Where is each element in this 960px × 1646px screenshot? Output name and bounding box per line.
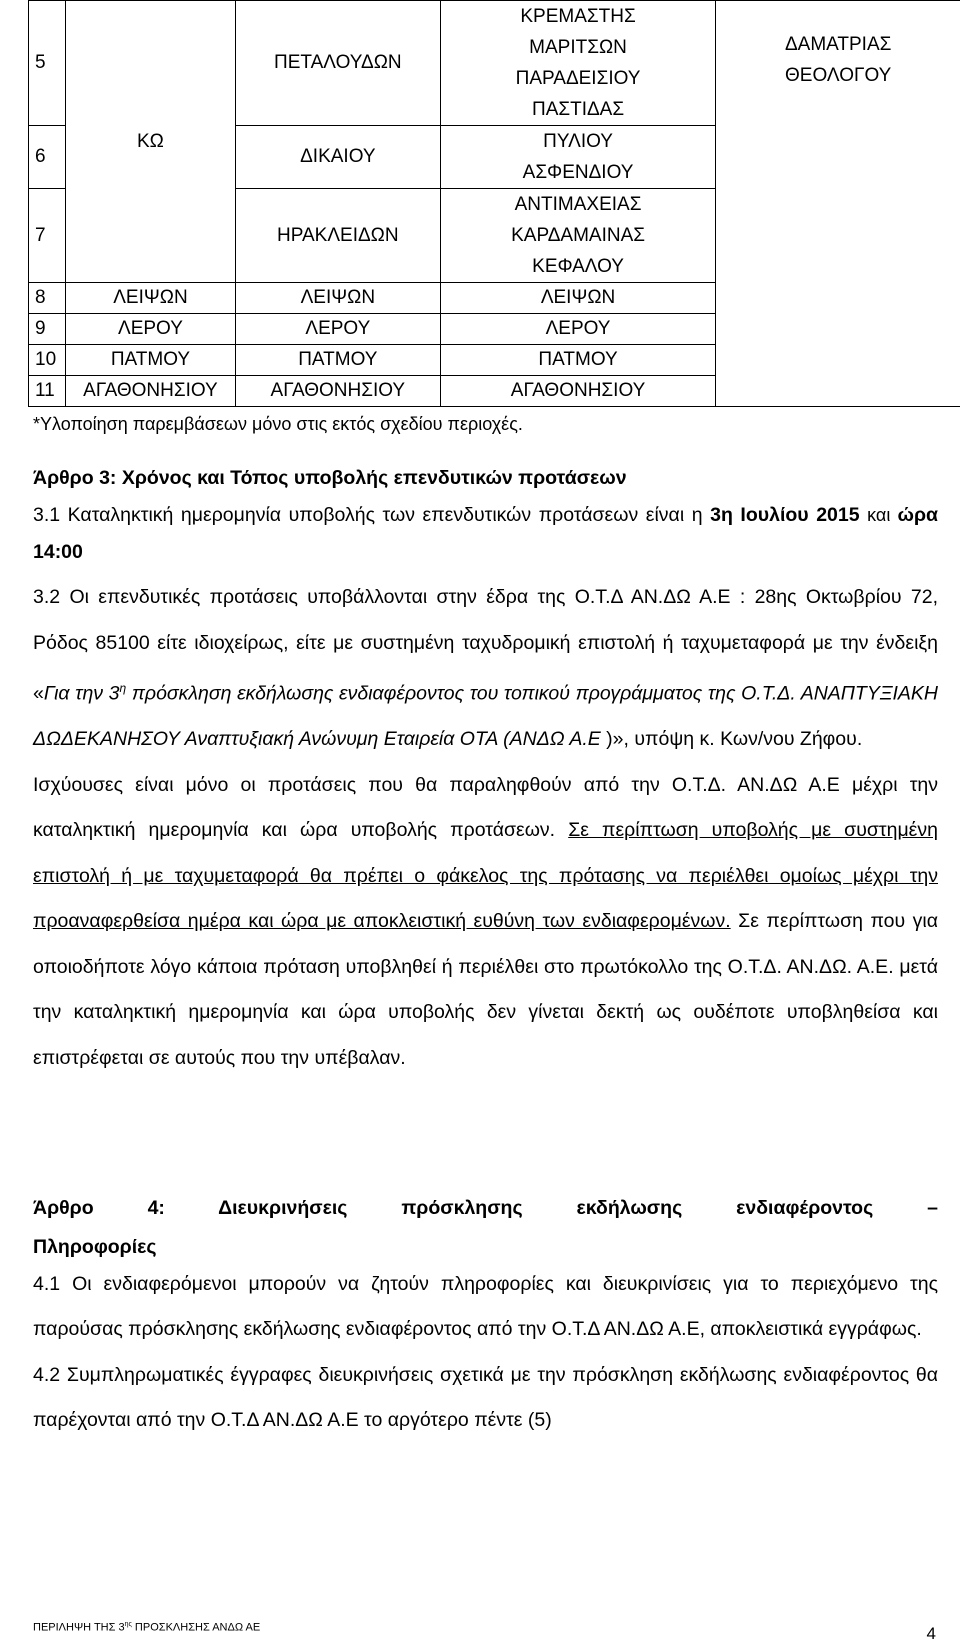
paragraph-4-1: 4.1 Οι ενδιαφερόμενοι μπορούν να ζητούν πληροφορίες και διευκρινίσεις για το περιεχόμενο της παρούσας πρόσκλησης εκδήλωσης ενδιαφέροντος από την Ο.Τ.Δ ΑΝ.ΔΩ Α.Ε, αποκλειστικά εγγράφως.	[33, 1272, 938, 1340]
table-cell: ΛΕΡΟΥ	[235, 314, 440, 345]
areas-table	[28, 0, 960, 407]
table-cell: ΠΑΤΜΟΥ	[65, 345, 235, 376]
article-4-heading: Άρθρο 4: Διευκρινήσεις πρόσκλησης εκδήλωσης ενδιαφέροντος –	[33, 1197, 938, 1219]
article-3-heading: Άρθρο 3: Χρόνος και Τόπος υποβολής επενδυτικών προτάσεων	[33, 467, 627, 489]
row-number: 5	[29, 1, 66, 126]
article-4-heading-cont: Πληροφορίες	[33, 1235, 157, 1258]
page-number: 4	[926, 1624, 936, 1643]
merged-cell-ko: ΚΩ	[65, 1, 235, 283]
table-cell: ΗΡΑΚΛΕΙΔΩΝ	[235, 189, 440, 283]
table-cell-stack: ΚΡΕΜΑΣΤΗΣ ΜΑΡΙΤΣΩΝ ΠΑΡΑΔΕΙΣΙΟΥ ΠΑΣΤΙΔΑΣ	[440, 1, 716, 126]
row-number: 9	[29, 314, 66, 345]
table-cell: ΛΕΡΟΥ	[65, 314, 235, 345]
table-cell: ΠΑΤΜΟΥ	[440, 345, 716, 376]
table-cell: ΑΓΑΘΟΝΗΣΙΟΥ	[440, 376, 716, 407]
table-footnote: *Υλοποίηση παρεμβάσεων μόνο στις εκτός σχεδίου περιοχές.	[33, 414, 523, 434]
article-3	[33, 460, 938, 1081]
merged-cell-right: ΔΑΜΑΤΡΙΑΣ ΘΕΟΛΟΓΟΥ	[716, 1, 960, 407]
paragraph-3-3: Ισχύουσες είναι μόνο οι προτάσεις που θα παραληφθούν από την Ο.Τ.Δ. ΑΝ.ΔΩ Α.Ε μέχρι την καταληκτική ημερομηνία και ώρα υποβολής προτάσεων. Σε περίπτωση υποβολής με συστημένη επιστολή ή με ταχυμεταφορά θα πρέπει ο φάκελος της πρότασης να περιέλθει ομοίως μέχρι την προαναφερθείσα ημέρα και ώρα με αποκλειστική ευθύνη των ενδιαφερομένων. Σε περίπτωση που για οποιοδήποτε λόγο κάποια πρόταση υποβληθεί ή περιέλθει στο πρωτόκολλο της Ο.Τ.Δ. ΑΝ.ΔΩ. Α.Ε. μετά την καταληκτική ημερομηνία και ώρα υποβολής δεν γίνεται δεκτή ως ουδέποτε υποβληθείσα και επιστρέφεται σε αυτούς που την υπέβαλαν.	[33, 773, 938, 1069]
row-number: 7	[29, 189, 66, 283]
table-cell: ΛΕΡΟΥ	[440, 314, 716, 345]
table-cell: ΔΙΚΑΙΟΥ	[235, 126, 440, 189]
page-footer: ΠΕΡΙΛΗΨΗ ΤΗΣ $3^{\eta\varsigma}$ ΠΡΟΣΚΛΗΣΗΣ ΑΝΔΩ ΑΕ	[33, 1621, 261, 1634]
table-cell: ΠΑΤΜΟΥ	[235, 345, 440, 376]
table-cell-stack: ΑΝΤΙΜΑΧΕΙΑΣ ΚΑΡΔΑΜΑΙΝΑΣ ΚΕΦΑΛΟΥ	[440, 189, 716, 283]
table-cell: ΑΓΑΘΟΝΗΣΙΟΥ	[65, 376, 235, 407]
table-cell: ΛΕΙΨΩΝ	[65, 283, 235, 314]
table-cell: ΛΕΙΨΩΝ	[440, 283, 716, 314]
table-cell-stack: ΠΥΛΙΟΥ ΑΣΦΕΝΔΙΟΥ	[440, 126, 716, 189]
table-cell: ΠΕΤΑΛΟΥΔΩΝ	[235, 1, 440, 126]
row-number: 8	[29, 283, 66, 314]
row-number: 11	[29, 376, 66, 407]
table-cell: ΛΕΙΨΩΝ	[235, 283, 440, 314]
row-number: 10	[29, 345, 66, 376]
row-number: 6	[29, 126, 66, 189]
article-4	[33, 1186, 938, 1444]
paragraph-3-2: 3.2 Οι επενδυτικές προτάσεις υποβάλλονται στην έδρα της Ο.Τ.Δ ΑΝ.ΔΩ Α.Ε : 28ης Οκτωβρίου 72, Ρόδος 85100 είτε ιδιοχείρως, είτε με συστημένη ταχυδρομική επιστολή ή ταχυμεταφορά με την ένδειξη «Για την $3^\eta$ πρόσκληση εκδήλωσης ενδιαφέροντος του τοπικού προγράμματος της Ο.Τ.Δ. ΑΝΑΠΤΥΞΙΑΚΗ ΔΩΔΕΚΑΝΗΣΟΥ Αναπτυξιακή Ανώνυμη Εταιρεία ΟΤΑ (ΑΝΔΩ Α.Ε )», υπόψη κ. Κων/νου Ζήφου.	[33, 586, 938, 750]
paragraph-3-1: 3.1 Καταληκτική ημερομηνία υποβολής των επενδυτικών προτάσεων είναι η 3η Ιουλίου 2015 και ώρα 14:00	[33, 504, 938, 563]
paragraph-4-2: 4.2 Συμπληρωματικές έγγραφες διευκρινήσεις σχετικά με την πρόσκληση εκδήλωσης ενδιαφέροντος θα παρέχονται από την Ο.Τ.Δ ΑΝ.ΔΩ Α.Ε το αργότερο πέντε (5)	[33, 1363, 938, 1431]
table-cell: ΑΓΑΘΟΝΗΣΙΟΥ	[235, 376, 440, 407]
table-row	[29, 1, 960, 126]
